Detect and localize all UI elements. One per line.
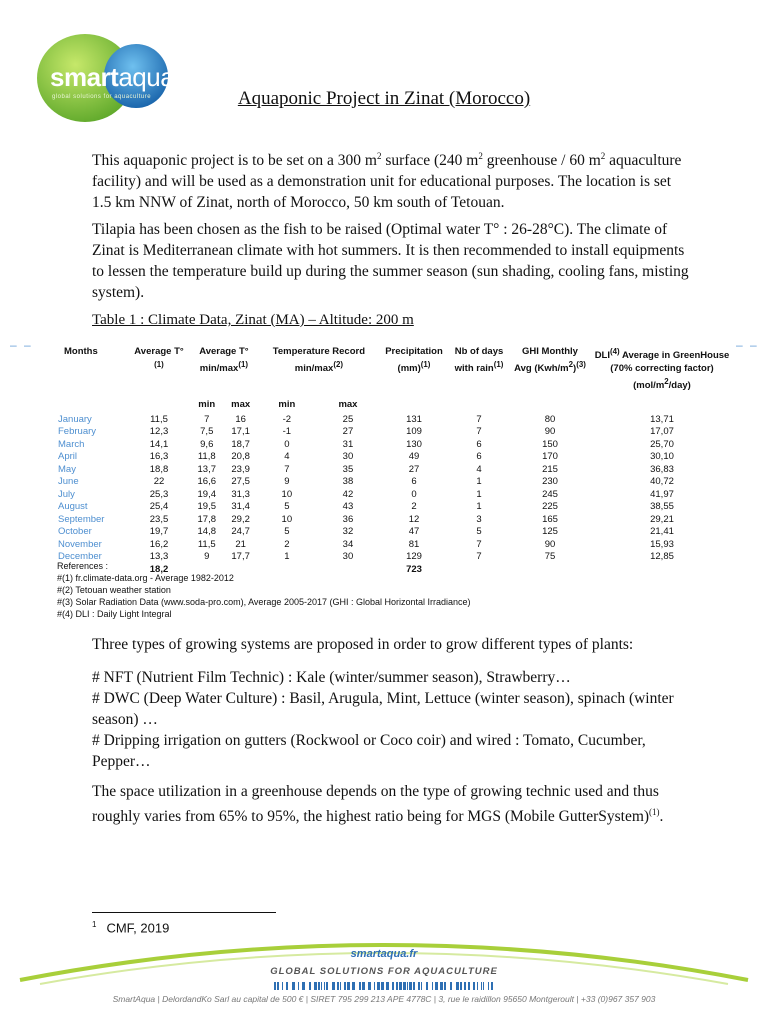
cell-rmin: 1 [284, 551, 290, 563]
cell-precip: 27 [408, 463, 420, 475]
cell-avg: 14,1 [149, 438, 169, 450]
cell-days: 1 [476, 488, 482, 500]
cell-rmin: 5 [284, 526, 290, 538]
cell-precip: 6 [411, 476, 417, 488]
cell-rmax: 32 [342, 526, 354, 538]
logo-word-aqua: aqua [118, 62, 175, 92]
cell-dli: 38,55 [650, 501, 674, 513]
cell-dli: 40,72 [650, 476, 674, 488]
cell-rmin: 9 [284, 476, 290, 488]
table-row [54, 451, 734, 464]
cell-rmin: -1 [282, 426, 292, 438]
cell-rmax: 27 [342, 426, 354, 438]
cell-dli: 30,10 [650, 451, 674, 463]
cell-min: 7 [204, 413, 210, 425]
cell-month: March [58, 438, 85, 450]
cell-rmin: 2 [284, 538, 290, 550]
list-item-dripping: # Dripping irrigation on gutters (Rockwool or Coco coir) and wired : Tomato, Cucumber, Pepper… [92, 732, 646, 770]
cell-precip: 81 [408, 538, 420, 550]
footer-legal: SmartAqua | DelordandKo Sarl au capital de 500 € | SIRET 795 299 213 APE 4778C | 3, rue le raidillon 95650 Montgeroult | +33 (0)967 357 903 [112, 994, 656, 1004]
cell-rmin: 5 [284, 501, 290, 513]
total-avg: 18,2 [149, 563, 169, 575]
cell-rmin: 10 [281, 513, 293, 525]
cell-precip: 0 [411, 488, 417, 500]
cell-min: 19,5 [197, 501, 216, 513]
cell-rmin: 4 [284, 451, 290, 463]
subheader-min: min [198, 399, 216, 411]
logo-word-smart: smart [50, 62, 119, 92]
cell-max: 16 [235, 413, 246, 425]
cell-rmax: 35 [342, 463, 354, 475]
cell-min: 9,6 [200, 438, 214, 450]
cell-min: 17,8 [197, 513, 216, 525]
header-average-t: Average T°$^{(1)}$ [134, 346, 184, 369]
cell-avg: 25,4 [149, 501, 169, 513]
table-caption: Table 1 : Climate Data, Zinat (MA) – Altitude: 200 m [92, 312, 414, 328]
cell-precip: 47 [408, 526, 420, 538]
cell-month: November [58, 538, 102, 550]
total-precip: 723 [406, 563, 422, 575]
cell-min: 13,7 [197, 463, 216, 475]
document-title: Aquaponic Project in Zinat (Morocco) [237, 88, 531, 109]
margin-marker-right: – – [736, 338, 759, 352]
cell-days: 6 [476, 451, 482, 463]
cell-days: 3 [476, 513, 482, 525]
table-row [54, 539, 734, 552]
cell-month: January [58, 413, 92, 425]
cell-max: 23,9 [231, 463, 250, 475]
margin-marker-left: – – [10, 338, 33, 352]
cell-rmin: -2 [282, 413, 292, 425]
smartaqua-logo [30, 28, 180, 128]
cell-dli: 13,71 [650, 413, 674, 425]
cell-avg: 16,3 [149, 451, 169, 463]
cell-dli: 41,97 [650, 488, 674, 500]
cell-avg: 16,2 [149, 538, 169, 550]
cell-precip: 130 [406, 438, 422, 450]
reference-4: #(4) DLI : Daily Light Integral [57, 609, 172, 619]
cell-max: 31,3 [231, 488, 250, 500]
cell-min: 19,4 [197, 488, 216, 500]
cell-min: 16,6 [197, 476, 216, 488]
cell-days: 7 [476, 413, 482, 425]
cell-days: 5 [476, 526, 482, 538]
cell-precip: 2 [411, 501, 417, 513]
header-temperature-record: Temperature Record $\min/\max^{(2)}$ [272, 346, 365, 375]
cell-avg: 11,5 [150, 413, 168, 425]
cell-month: June [58, 476, 79, 488]
table-row [54, 439, 734, 452]
table-subheader-row [54, 393, 734, 414]
table-header-row [54, 344, 734, 393]
cell-dli: 36,83 [650, 463, 674, 475]
cell-dli: 17,07 [650, 426, 674, 438]
cell-max: 27,5 [231, 476, 250, 488]
cell-rmax: 36 [342, 513, 354, 525]
table-row [54, 514, 734, 527]
cell-days: 1 [476, 501, 482, 513]
cell-avg: 12,3 [149, 426, 169, 438]
cell-dli: 29,21 [650, 513, 674, 525]
cell-month: February [58, 426, 97, 438]
cell-avg: 25,3 [149, 488, 169, 500]
footer-slogan: GLOBAL SOLUTIONS FOR AQUACULTURE [270, 966, 498, 977]
cell-month: September [58, 513, 105, 525]
header-months: Months [64, 346, 98, 357]
climate-table [54, 344, 734, 576]
cell-max: 17,1 [231, 426, 250, 438]
cell-ghi: 170 [542, 451, 558, 463]
cell-days: 7 [476, 551, 482, 563]
cell-rmax: 30 [342, 551, 354, 563]
cell-days: 7 [476, 426, 482, 438]
cell-ghi: 150 [542, 438, 558, 450]
cell-min: 9 [204, 551, 210, 563]
cell-precip: 49 [408, 451, 420, 463]
references-title: References : [57, 561, 109, 571]
cell-ghi: 90 [544, 426, 556, 438]
cell-rmin: 10 [281, 488, 293, 500]
cell-ghi: 225 [542, 501, 558, 513]
cell-month: May [58, 463, 76, 475]
cell-dli: 12,85 [650, 551, 674, 563]
cell-month: August [58, 501, 88, 513]
cell-max: 21 [235, 538, 246, 550]
climate-paragraph: Tilapia has been chosen as the fish to be raised (Optimal water T° : 26-28°C). The climate of Zinat is Mediterranean climate with hot summers. It is then recommended to install equipments to lessen the temperature build up during the summer season (sun shading, cooling fans, misting system). [92, 221, 689, 301]
cell-ghi: 230 [542, 476, 558, 488]
footnote: $^1$ CMF, 2019 [92, 920, 170, 936]
growing-systems-list [92, 667, 692, 772]
cell-max: 31,4 [231, 501, 250, 513]
list-item-nft: # NFT (Nutrient Film Technic) : Kale (winter/summer season), Strawberry… [92, 669, 571, 686]
cell-rmax: 30 [342, 451, 354, 463]
cell-dli: 21,41 [650, 526, 674, 538]
list-item-dwc: # DWC (Deep Water Culture) : Basil, Arugula, Mint, Lettuce (winter season), spinach (winter season) … [92, 690, 674, 728]
cell-ghi: 165 [542, 513, 558, 525]
cell-month: April [58, 451, 78, 463]
cell-min: 14,8 [197, 526, 216, 538]
cell-min: 7,5 [200, 426, 214, 438]
reference-1: #(1) fr.climate-data.org - Average 1982-2012 [57, 573, 234, 583]
references-block [57, 560, 471, 620]
cell-month: December [58, 551, 102, 563]
cell-days: 4 [476, 463, 482, 475]
table-row [54, 526, 734, 539]
table-row [54, 501, 734, 514]
cell-dli: 15,93 [650, 538, 674, 550]
cell-rmax: 34 [342, 538, 354, 550]
cell-month: October [58, 526, 92, 538]
cell-ghi: 215 [542, 463, 558, 475]
cell-avg: 19,7 [149, 526, 169, 538]
space-utilization-paragraph: The space utilization in a greenhouse depends on the type of growing technic used and thus roughly varies from 65% to 95%, the highest ratio being for MGS (Mobile GutterSystem)$^{(1)}$. [92, 783, 664, 826]
cell-rmax: 43 [342, 501, 354, 513]
header-precipitation: Precipitation (mm)$^{(1)}$ [385, 346, 443, 375]
cell-rmax: 25 [342, 413, 354, 425]
cell-max: 29,2 [231, 513, 250, 525]
subheader-min: min [278, 399, 296, 411]
cell-max: 18,7 [231, 438, 250, 450]
intro-paragraph: This aquaponic project is to be set on a 300 $m^2$ surface (240 $m^2$ greenhouse / 60 $m^2$ aquaculture facility) and will be used as a demonstration unit for educational purposes. The location is set 1.5 km NNW of Zinat, north of Morocco, 50 km south of Tetouan. [92, 151, 682, 212]
cell-ghi: 90 [544, 538, 556, 550]
cell-rmax: 38 [342, 476, 354, 488]
footnote-rule [92, 912, 276, 913]
header-ghi: GHI Monthly Avg $(Kwh/m^2)^{(3)}$ [514, 346, 586, 375]
cell-ghi: 80 [544, 413, 556, 425]
cell-max: 20,8 [231, 451, 250, 463]
header-average-minmax: Average T° $\min/\max^{(1)}$ [199, 346, 249, 375]
cell-precip: 12 [408, 513, 420, 525]
logo-tagline: global solutions for aquaculture [52, 94, 152, 100]
header-dli: DLI$^{(4)}$ Average in GreenHouse (70% correcting factor) $(mol/m^2/day)$ [594, 347, 730, 392]
cell-precip: 129 [406, 551, 422, 563]
header-rain-days: Nb of days with rain$^{(1)}$ [454, 346, 504, 375]
cell-ghi: 75 [544, 551, 556, 563]
cell-days: 6 [476, 438, 482, 450]
subheader-max: max [231, 399, 251, 411]
cell-dli: 25,70 [650, 438, 674, 450]
cell-rmax: 42 [342, 488, 354, 500]
table-row [54, 414, 734, 427]
growing-systems-paragraph: Three types of growing systems are proposed in order to grow different types of plants: [92, 636, 634, 653]
cell-rmin: 7 [284, 463, 290, 475]
table-row [54, 489, 734, 502]
cell-ghi: 125 [542, 526, 558, 538]
cell-precip: 109 [406, 426, 422, 438]
cell-days: 1 [476, 476, 482, 488]
table-row [54, 464, 734, 477]
cell-precip: 131 [406, 413, 422, 425]
cell-avg: 23,5 [149, 513, 169, 525]
cell-rmin: 0 [284, 438, 290, 450]
cell-ghi: 245 [542, 488, 558, 500]
cell-avg: 13,3 [149, 551, 169, 563]
reference-3: #(3) Solar Radiation Data (www.soda-pro.com), Average 2005-2017 (GHI : Global Horizontal Irradiance) [57, 597, 471, 607]
cell-avg: 18,8 [149, 463, 169, 475]
cell-min: 11,8 [197, 451, 216, 463]
cell-month: July [58, 488, 75, 500]
cell-max: 17,7 [231, 551, 250, 563]
footer-brand: smartaqua.fr [350, 948, 418, 960]
reference-2: #(2) Tetouan weather station [57, 585, 171, 595]
cell-rmax: 31 [342, 438, 354, 450]
table-row [54, 426, 734, 439]
subheader-max: max [338, 399, 358, 411]
footer-barcode [274, 982, 494, 990]
cell-max: 24,7 [231, 526, 250, 538]
table-row [54, 476, 734, 489]
cell-avg: 22 [153, 476, 165, 488]
cell-min: 11,5 [197, 538, 216, 550]
cell-days: 7 [476, 538, 482, 550]
